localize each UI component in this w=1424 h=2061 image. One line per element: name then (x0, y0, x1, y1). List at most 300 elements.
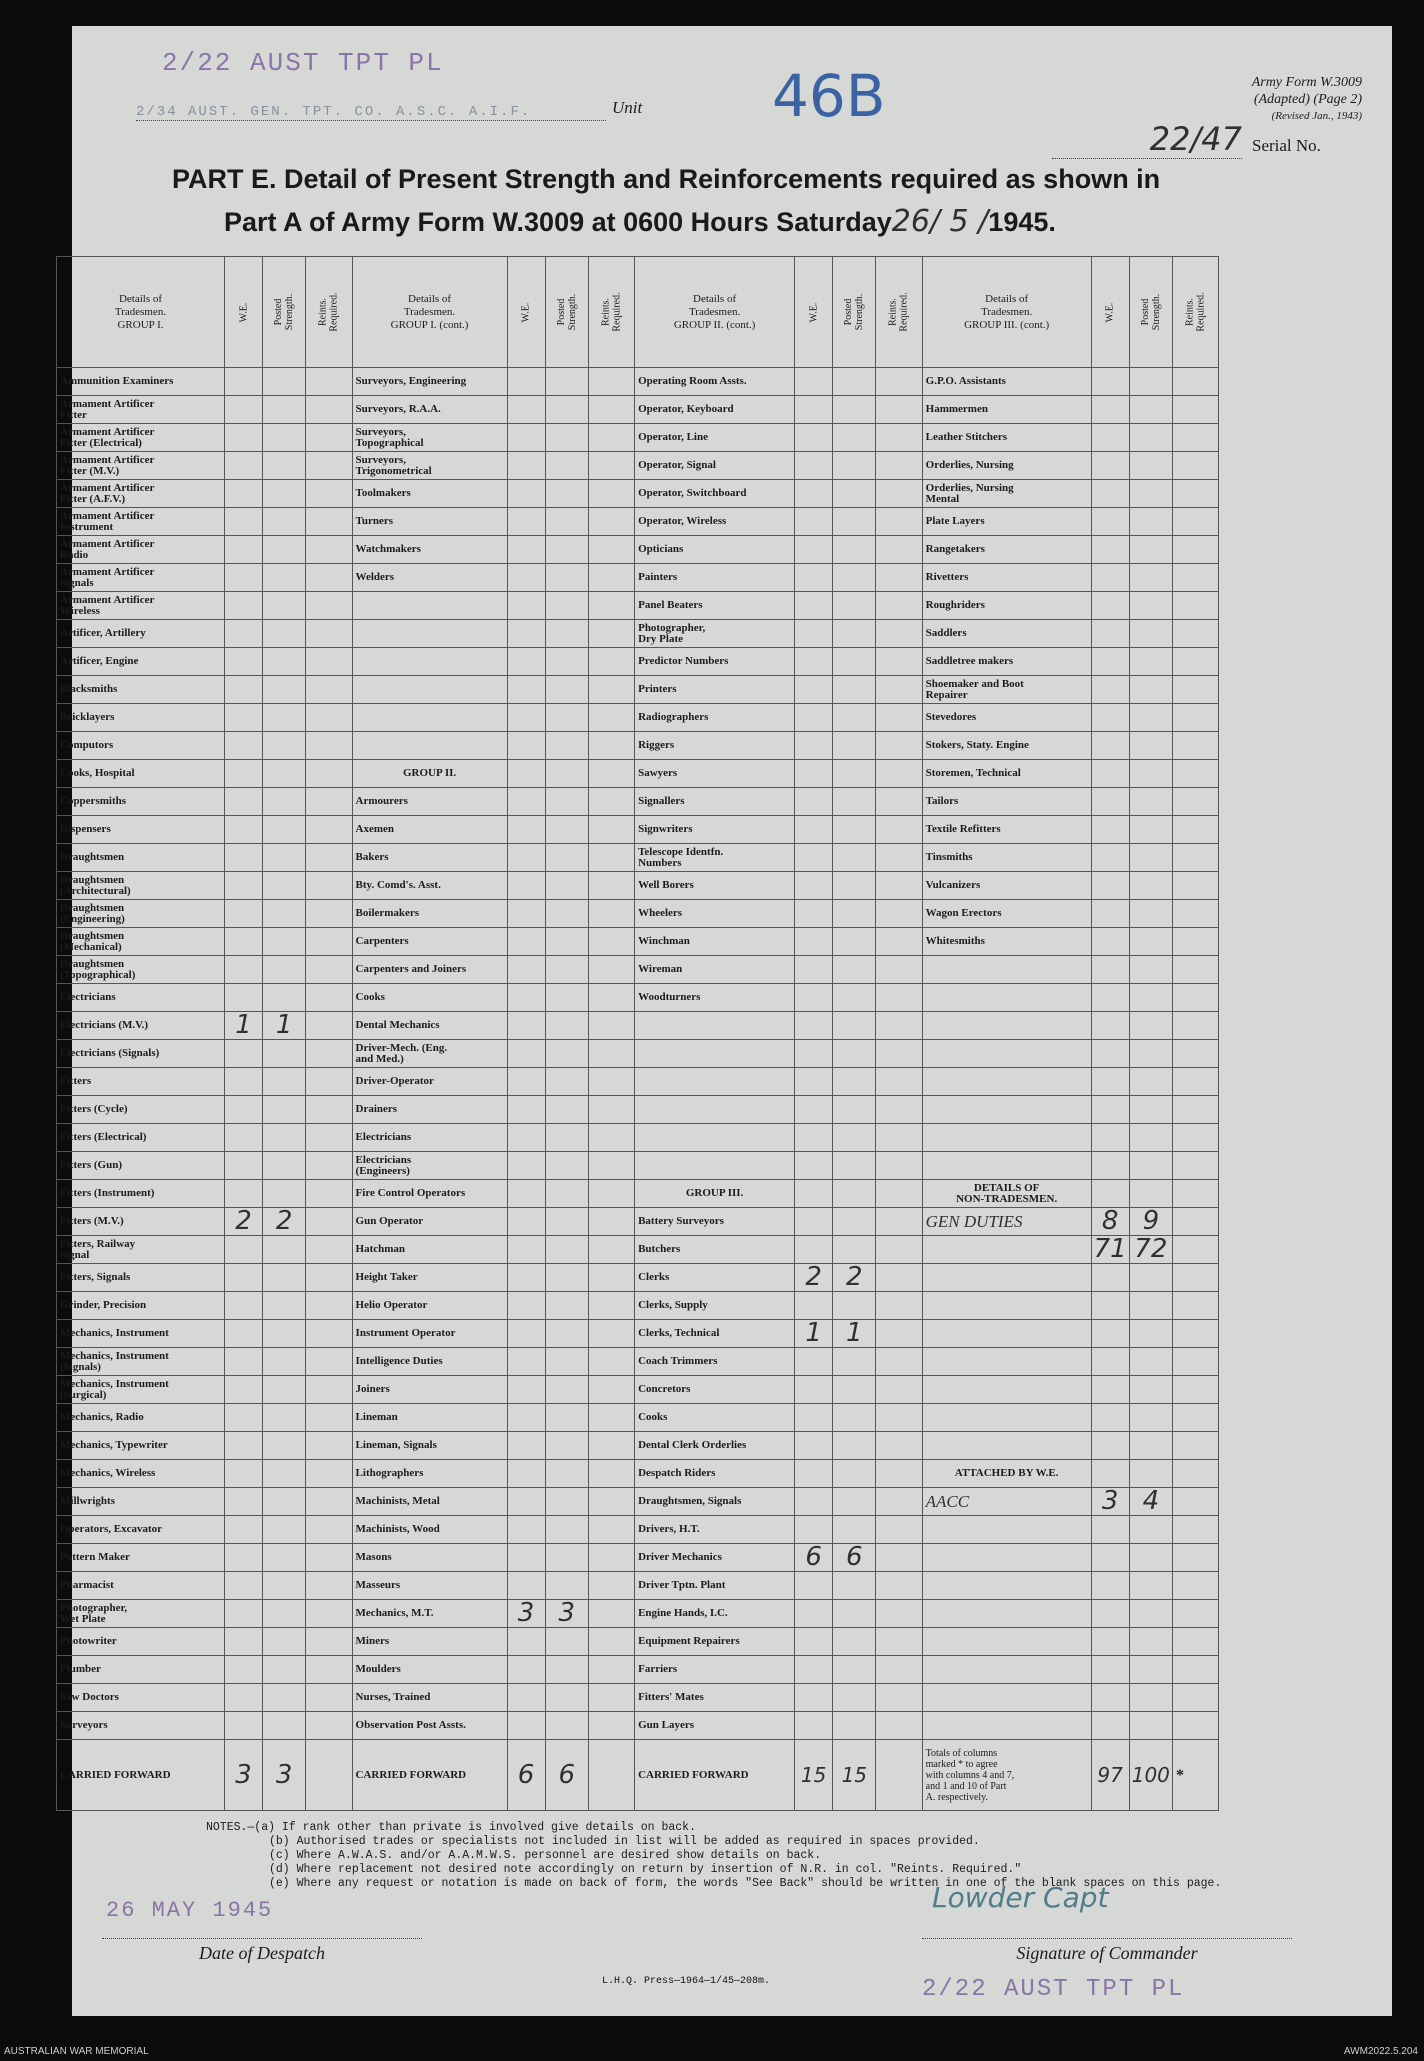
g3c-reints-cell (1173, 1712, 1219, 1740)
g3c-posted-cell (1129, 1628, 1172, 1656)
g3c-reints-cell (1173, 676, 1219, 704)
g1c-reints-cell (588, 1208, 634, 1236)
g1-posted-cell (263, 1040, 306, 1068)
g3c-name-cell (922, 1712, 1091, 1740)
g2c-name-cell: Dental Clerk Orderlies (635, 1432, 795, 1460)
g3c-posted-cell (1129, 592, 1172, 620)
g1c-posted-cell (545, 1516, 588, 1544)
g3c-we-cell (1091, 396, 1129, 424)
table-row (57, 704, 1219, 732)
g1-name-cell: Mechanics, Instrument (Signals) (57, 1348, 225, 1376)
g1c-we-cell (507, 872, 545, 900)
g3c-reints-cell (1173, 1628, 1219, 1656)
g2c-we-cell (795, 536, 833, 564)
g3c-reints-cell (1173, 1516, 1219, 1544)
g1c-we-cell (507, 900, 545, 928)
title-line2-text: Part A of Army Form W.3009 at 0600 Hours Saturday (224, 207, 892, 237)
g2c-reints-cell (876, 760, 922, 788)
g3c-name-cell: AACC (922, 1488, 1091, 1516)
g1c-name-cell: Hatchman (352, 1236, 507, 1264)
g1c-name-cell: GROUP II. (352, 760, 507, 788)
g2c-posted-cell (833, 452, 876, 480)
g3c-name-cell: DETAILS OF NON-TRADESMEN. (922, 1180, 1091, 1208)
g2c-we-cell (795, 872, 833, 900)
g1-name-cell: Draughtsmen (Engineering) (57, 900, 225, 928)
g3c-posted-cell (1129, 648, 1172, 676)
g2c-posted-cell (833, 1628, 876, 1656)
g1-reints-cell (306, 480, 352, 508)
g2c-posted-cell (833, 1068, 876, 1096)
g1c-posted-cell (545, 704, 588, 732)
g2c-reints-cell (876, 1404, 922, 1432)
g2c-name-cell: Painters (635, 564, 795, 592)
g1-we-cell: 2 (225, 1208, 263, 1236)
g3c-name-cell: Stevedores (922, 704, 1091, 732)
g1-name-cell: Armament Artificer Radio (57, 536, 225, 564)
g3c-reints-cell (1173, 872, 1219, 900)
g1-we-total: 3 (225, 1740, 263, 1811)
g2c-name-cell: Riggers (635, 732, 795, 760)
table-row (57, 1656, 1219, 1684)
g1-posted-cell (263, 788, 306, 816)
g1c-posted-cell (545, 1264, 588, 1292)
g1-name-cell: Fitters (Instrument) (57, 1180, 225, 1208)
g1-name-cell: Armament Artificer Fitter (57, 396, 225, 424)
g3c-reints-cell (1173, 564, 1219, 592)
table-row (57, 984, 1219, 1012)
col-head-group1: Details of Tradesmen. GROUP I. (57, 257, 225, 368)
g2c-reints-cell (876, 1096, 922, 1124)
archive-credit: AUSTRALIAN WAR MEMORIAL (4, 2046, 149, 2057)
g1-posted-cell (263, 1684, 306, 1712)
g1-name-cell: Fitters, Signals (57, 1264, 225, 1292)
g1c-posted-cell (545, 900, 588, 928)
serial-number-value: 22/47 (1052, 120, 1242, 159)
form-line1: Army Form W.3009 (1251, 75, 1362, 90)
g1c-name-cell: Carpenters and Joiners (352, 956, 507, 984)
g1-reints-cell (306, 1404, 352, 1432)
g1c-posted-cell (545, 956, 588, 984)
g1c-we-cell (507, 1628, 545, 1656)
g1c-name-cell: Turners (352, 508, 507, 536)
g3c-name-cell (922, 1404, 1091, 1432)
g2c-posted-cell (833, 1656, 876, 1684)
g1c-reints-cell (588, 1124, 634, 1152)
table-row (57, 620, 1219, 648)
g2c-posted-cell (833, 1712, 876, 1740)
g1-we-cell (225, 1068, 263, 1096)
g1c-name-cell: Bty. Comd's. Asst. (352, 872, 507, 900)
g3c-reints-cell (1173, 1124, 1219, 1152)
table-row (57, 872, 1219, 900)
g1-posted-cell (263, 872, 306, 900)
g1c-posted-cell (545, 844, 588, 872)
g3c-posted-cell: 9 (1129, 1208, 1172, 1236)
g2c-posted-cell (833, 1292, 876, 1320)
note-a: NOTES.—(a) If rank other than private is involved give details on back. (206, 1821, 696, 1834)
g1c-we-cell (507, 564, 545, 592)
g2c-reints-cell (876, 396, 922, 424)
g1-we-cell (225, 1460, 263, 1488)
g3c-posted-cell (1129, 1376, 1172, 1404)
g2c-reints-cell (876, 1180, 922, 1208)
col-head-we: W.E. (507, 257, 545, 368)
g3c-we-cell (1091, 1656, 1129, 1684)
g1c-name-cell: Miners (352, 1628, 507, 1656)
g1-name-cell: Fitters (Electrical) (57, 1124, 225, 1152)
g2c-posted-cell (833, 1376, 876, 1404)
g2c-posted-cell: 2 (833, 1264, 876, 1292)
g2c-reints-cell (876, 956, 922, 984)
g3c-we-cell (1091, 648, 1129, 676)
g2c-reints-cell (876, 788, 922, 816)
g1-name-cell: Fitters, Railway Signal (57, 1236, 225, 1264)
g1-reints-cell (306, 368, 352, 396)
g1c-reints-cell (588, 1572, 634, 1600)
g2c-name-cell: Photographer, Dry Plate (635, 620, 795, 648)
g1c-reints-cell (588, 1404, 634, 1432)
g1-we-cell (225, 564, 263, 592)
g1c-reints-cell (588, 592, 634, 620)
g1-name-cell: Bricklayers (57, 704, 225, 732)
g1c-name-cell: Joiners (352, 1376, 507, 1404)
g2c-name-cell: Winchman (635, 928, 795, 956)
g1c-name-cell: Gun Operator (352, 1208, 507, 1236)
g1-reints-cell (306, 900, 352, 928)
g1-name-cell: Mechanics, Radio (57, 1404, 225, 1432)
g1c-reints-cell (588, 452, 634, 480)
g3c-we-cell (1091, 508, 1129, 536)
g3c-name-cell (922, 956, 1091, 984)
col-head-we: W.E. (225, 257, 263, 368)
table-row (57, 508, 1219, 536)
g2c-reints-cell (876, 1292, 922, 1320)
g1-reints-cell (306, 1712, 352, 1740)
g3c-we-cell (1091, 788, 1129, 816)
g1c-reints-cell (588, 1684, 634, 1712)
col-head-reints: Reints. Required. (1173, 257, 1219, 368)
g1c-name-cell (352, 620, 507, 648)
g1c-we-total: 6 (507, 1740, 545, 1811)
g2c-reints-cell (876, 1712, 922, 1740)
g1c-reints-cell (588, 480, 634, 508)
serial-label: Serial No. (1252, 136, 1321, 155)
g1-posted-cell (263, 1292, 306, 1320)
typed-unit: 2/34 AUST. GEN. TPT. CO. A.S.C. A.I.F. (136, 104, 606, 121)
commander-signature: Lowder Capt (932, 1881, 1109, 1914)
g1-name-cell: Electricians (57, 984, 225, 1012)
g2c-we-cell (795, 1628, 833, 1656)
g3c-posted-cell (1129, 1712, 1172, 1740)
g3c-name-cell (922, 1516, 1091, 1544)
g1c-reints-cell (588, 844, 634, 872)
g1c-name-cell: Fire Control Operators (352, 1180, 507, 1208)
g3c-name-cell: Vulcanizers (922, 872, 1091, 900)
g2c-reints-cell (876, 1376, 922, 1404)
table-row (57, 900, 1219, 928)
g1c-name-cell: Bakers (352, 844, 507, 872)
g1c-reints-cell (588, 1264, 634, 1292)
g1-name-cell: Surveyors (57, 1712, 225, 1740)
header-row (57, 257, 1219, 368)
g1-posted-cell (263, 620, 306, 648)
g2c-name-cell: Coach Trimmers (635, 1348, 795, 1376)
g3c-reints-cell (1173, 508, 1219, 536)
g1-name-cell: Grinder, Precision (57, 1292, 225, 1320)
g1-name-cell: Coppersmiths (57, 788, 225, 816)
g1-reints-cell (306, 1348, 352, 1376)
g3c-we-cell (1091, 872, 1129, 900)
g1c-we-cell (507, 956, 545, 984)
g3c-posted-cell (1129, 1264, 1172, 1292)
g1-reints-cell (306, 1096, 352, 1124)
g1-posted-cell (263, 1068, 306, 1096)
g2c-reints-cell (876, 592, 922, 620)
g1-reints-cell (306, 1628, 352, 1656)
g1c-we-cell (507, 1460, 545, 1488)
g2c-name-cell: GROUP III. (635, 1180, 795, 1208)
g1c-posted-cell (545, 1152, 588, 1180)
g3c-we-cell (1091, 620, 1129, 648)
g3c-we-cell (1091, 900, 1129, 928)
g3c-reints-cell (1173, 1572, 1219, 1600)
g1c-reints-cell (588, 1236, 634, 1264)
g2c-posted-cell (833, 592, 876, 620)
g1c-reints-cell (588, 1348, 634, 1376)
g1-we-cell (225, 816, 263, 844)
g1c-posted-cell (545, 424, 588, 452)
col-head-reints: Reints. Required. (306, 257, 352, 368)
g1-posted-cell (263, 1124, 306, 1152)
g1-we-cell (225, 788, 263, 816)
g1c-name-cell (352, 676, 507, 704)
g1c-posted-cell (545, 1432, 588, 1460)
g1c-reints-cell (588, 648, 634, 676)
g1c-name-cell: Machinists, Metal (352, 1488, 507, 1516)
g1c-posted-cell (545, 1712, 588, 1740)
g1-we-cell (225, 592, 263, 620)
g1c-name-cell: Driver-Operator (352, 1068, 507, 1096)
g1c-posted-cell (545, 620, 588, 648)
g1c-we-cell (507, 1488, 545, 1516)
g1c-name-cell: Armourers (352, 788, 507, 816)
g1c-reints-cell (588, 424, 634, 452)
g1c-reints-cell (588, 1068, 634, 1096)
g3c-name-cell: GEN DUTIES (922, 1208, 1091, 1236)
g3c-posted-cell (1129, 1292, 1172, 1320)
g3c-name-cell (922, 1544, 1091, 1572)
g1c-reints-cell (588, 1432, 634, 1460)
g1-reints-cell (306, 788, 352, 816)
g3c-reints-cell (1173, 1096, 1219, 1124)
g2c-we-cell (795, 1656, 833, 1684)
g2c-name-cell: Wireman (635, 956, 795, 984)
g2c-posted-cell (833, 900, 876, 928)
g1c-name-cell: Lineman, Signals (352, 1432, 507, 1460)
table-row (57, 1124, 1219, 1152)
g3c-reints-cell (1173, 480, 1219, 508)
g3c-posted-cell (1129, 1404, 1172, 1432)
g1c-posted-cell (545, 1488, 588, 1516)
g2c-name-cell: Driver Tptn. Plant (635, 1572, 795, 1600)
g1-we-cell (225, 1320, 263, 1348)
g2c-posted-cell (833, 760, 876, 788)
g3c-posted-cell (1129, 1656, 1172, 1684)
g3c-posted-cell (1129, 1600, 1172, 1628)
g1c-we-cell (507, 1236, 545, 1264)
g3c-we-cell (1091, 1068, 1129, 1096)
g1c-name-cell: Nurses, Trained (352, 1684, 507, 1712)
g2c-name-cell: Signallers (635, 788, 795, 816)
g3c-we-cell (1091, 1096, 1129, 1124)
g1c-posted-cell (545, 1096, 588, 1124)
g3c-reints-cell (1173, 900, 1219, 928)
g3c-reints-cell (1173, 1488, 1219, 1516)
g3c-posted-cell (1129, 620, 1172, 648)
g3c-name-cell (922, 1264, 1091, 1292)
g1-we-cell (225, 1264, 263, 1292)
g2c-reints-cell (876, 900, 922, 928)
g1-we-cell (225, 872, 263, 900)
g1c-we-cell (507, 1320, 545, 1348)
g1-reints-cell (306, 1432, 352, 1460)
g2c-name-cell: Drivers, H.T. (635, 1516, 795, 1544)
g3c-reints-cell (1173, 1376, 1219, 1404)
g1c-we-cell (507, 620, 545, 648)
g2c-we-total: 15 (795, 1740, 833, 1811)
col-head-posted: Posted Strength. (263, 257, 306, 368)
g2c-reints-cell (876, 1040, 922, 1068)
g1-posted-cell (263, 1264, 306, 1292)
g1-name-cell: Fitters (57, 1068, 225, 1096)
g1c-we-cell (507, 844, 545, 872)
g1-we-cell (225, 1600, 263, 1628)
g1-we-cell (225, 368, 263, 396)
g1-posted-cell (263, 368, 306, 396)
g1-reints-cell (306, 1516, 352, 1544)
g1c-posted-cell (545, 1040, 588, 1068)
g3c-posted-cell (1129, 1124, 1172, 1152)
g2c-posted-cell (833, 396, 876, 424)
g2c-posted-cell (833, 536, 876, 564)
g3c-name-cell: Storemen, Technical (922, 760, 1091, 788)
table-row (57, 1348, 1219, 1376)
g1c-reints-cell (588, 396, 634, 424)
g2c-we-cell (795, 564, 833, 592)
g2c-posted-cell (833, 984, 876, 1012)
g3c-we-cell: 8 (1091, 1208, 1129, 1236)
g1c-name-cell: Drainers (352, 1096, 507, 1124)
g1c-reints-cell (588, 1012, 634, 1040)
g3c-we-cell (1091, 1628, 1129, 1656)
g1-posted-cell (263, 1656, 306, 1684)
g1c-reints-cell (588, 1096, 634, 1124)
g3c-reints-cell (1173, 1208, 1219, 1236)
g3c-we-cell (1091, 760, 1129, 788)
g2c-reints-cell (876, 648, 922, 676)
g2c-name-cell: Radiographers (635, 704, 795, 732)
g1-name-cell: Blacksmiths (57, 676, 225, 704)
g1-reints-cell (306, 928, 352, 956)
g2c-name-cell: Concretors (635, 1376, 795, 1404)
g1c-name-cell: Toolmakers (352, 480, 507, 508)
g2c-we-cell: 2 (795, 1264, 833, 1292)
g1-name-cell: Fitters (Cycle) (57, 1096, 225, 1124)
g1c-reints-cell (588, 620, 634, 648)
g1c-name-cell: Height Taker (352, 1264, 507, 1292)
totals-note: Totals of columns marked * to agree with columns 4 and 7, and 1 and 10 of Part A. respectively. (922, 1740, 1091, 1811)
g1c-posted-cell (545, 1544, 588, 1572)
g1-name-cell: Fitters (Gun) (57, 1152, 225, 1180)
g1-posted-total: 3 (263, 1740, 306, 1811)
g1c-name-cell: Machinists, Wood (352, 1516, 507, 1544)
g1-we-cell (225, 1404, 263, 1432)
g1c-name-cell: Masons (352, 1544, 507, 1572)
g1-name-cell: Draughtsmen (Topographical) (57, 956, 225, 984)
g2c-posted-total: 15 (833, 1740, 876, 1811)
g1c-name-cell: Masseurs (352, 1572, 507, 1600)
col-head-reints: Reints. Required. (876, 257, 922, 368)
g2c-we-cell (795, 676, 833, 704)
g2c-posted-cell (833, 872, 876, 900)
g3c-posted-cell: 4 (1129, 1488, 1172, 1516)
table-row (57, 676, 1219, 704)
g1-name-cell: Artificer, Artillery (57, 620, 225, 648)
g2c-reints-cell (876, 1348, 922, 1376)
g1-name-cell: Armament Artificer Wireless (57, 592, 225, 620)
g1c-name-cell (352, 648, 507, 676)
g1c-reints-cell (588, 928, 634, 956)
g1-posted-cell (263, 1600, 306, 1628)
g1c-posted-cell (545, 452, 588, 480)
g1c-we-cell (507, 1152, 545, 1180)
table-row (57, 1712, 1219, 1740)
g1c-name-cell (352, 592, 507, 620)
g1-name-cell: Pattern Maker (57, 1544, 225, 1572)
g3c-posted-cell (1129, 564, 1172, 592)
g1c-we-cell (507, 984, 545, 1012)
g1-reints-cell (306, 816, 352, 844)
g2c-posted-cell (833, 1012, 876, 1040)
table-row (57, 1096, 1219, 1124)
g1-name-cell: Cooks, Hospital (57, 760, 225, 788)
g1c-posted-cell (545, 1572, 588, 1600)
g1-name-cell: Computors (57, 732, 225, 760)
table-row (57, 1068, 1219, 1096)
g1-posted-cell (263, 1628, 306, 1656)
g1-name-cell: Photographer, Wet Plate (57, 1600, 225, 1628)
g3c-we-cell (1091, 536, 1129, 564)
g2c-reints-cell (876, 704, 922, 732)
g2c-name-cell: Despatch Riders (635, 1460, 795, 1488)
table-row (57, 844, 1219, 872)
table-row (57, 1292, 1219, 1320)
g3c-name-cell (922, 1656, 1091, 1684)
g1c-we-cell (507, 760, 545, 788)
g1-reints-cell (306, 1572, 352, 1600)
note-c: (c) Where A.W.A.S. and/or A.A.M.W.S. personnel are desired show details on back. (269, 1849, 822, 1862)
g1-reints-cell (306, 732, 352, 760)
g3c-we-cell (1091, 1684, 1129, 1712)
g1-name-cell: Draughtsmen (57, 844, 225, 872)
press-imprint: L.H.Q. Press—1964—1/45—208m. (602, 1976, 771, 1987)
g3c-we-cell (1091, 704, 1129, 732)
g1-we-cell (225, 1124, 263, 1152)
g1c-posted-cell (545, 1628, 588, 1656)
g2c-reints-cell (876, 1572, 922, 1600)
g3c-posted-cell (1129, 844, 1172, 872)
g2c-name-cell: Woodturners (635, 984, 795, 1012)
